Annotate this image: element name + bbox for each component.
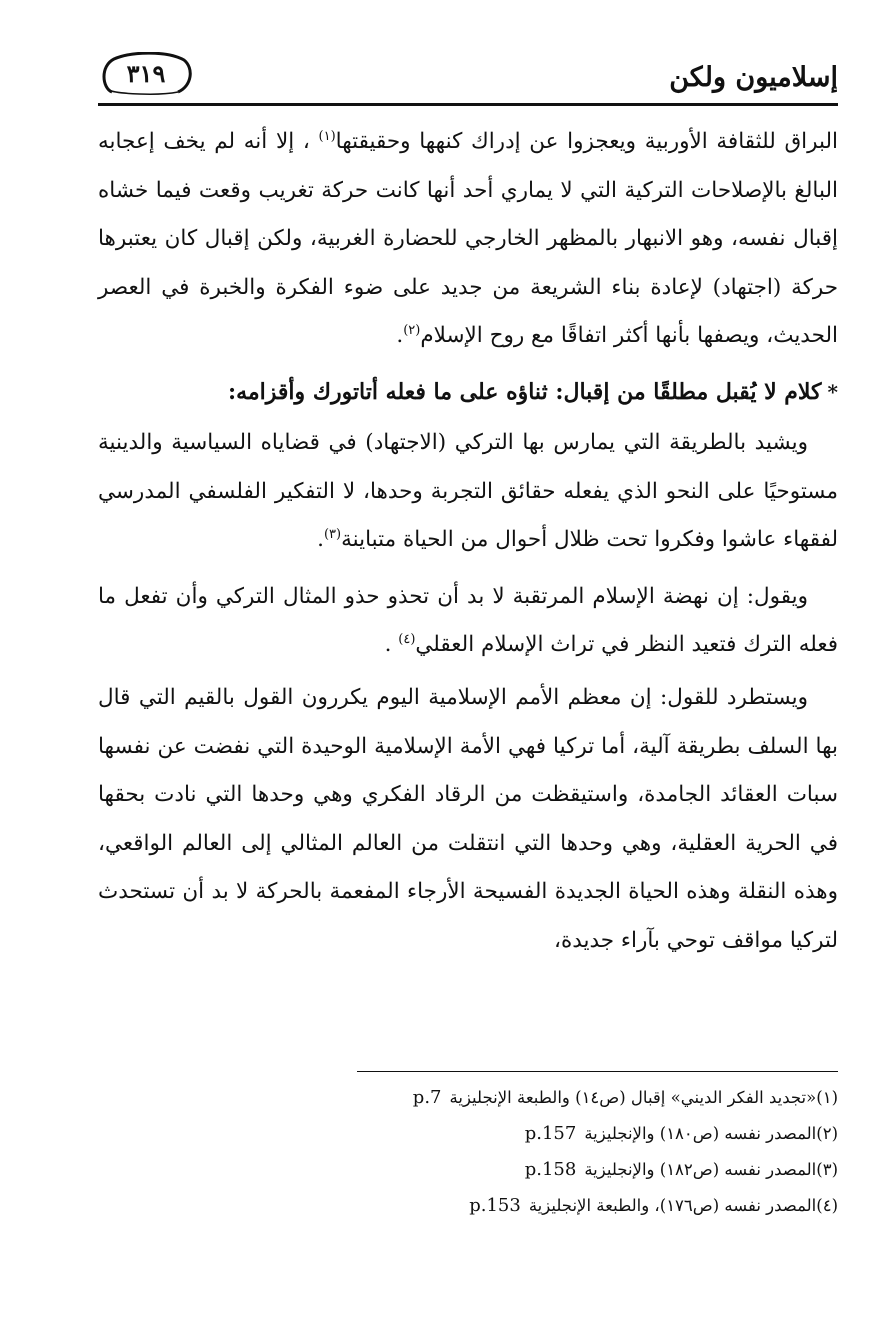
paragraph-2 <box>98 419 838 565</box>
paragraph-4-text: ويستطرد للقول: إن معظم الأمم الإسلامية اليوم يكررون القول بالقيم التي قال بها السلف بطريقة آلية، أما تركيا فهي الأمة الإسلامية الوحيدة التي نفضت عن نفسها سبات العقائد الجامدة، واستيقظت من الرقاد الفكري وهي وحدها التي نادت بحقها في الحرية العقلية، وهي وحدها التي انتقلت من العالم المثالي إلى العالم الواقعي، وهذه النقلة وهذه الحياة الجديدة الفسيحة الأرجاء المفعمة بالحركة لا بد أن تستحدث لتركيا مواقف توحي بآراء جديدة، <box>98 684 838 953</box>
footnotes <box>98 1080 838 1224</box>
footnote-number: (١) <box>816 1088 838 1107</box>
running-title: إسلاميون ولكن <box>669 62 838 93</box>
paragraph-2-text: ويشيد بالطريقة التي يمارس بها التركي (الاجتهاد) في قضاياه السياسية والدينية مستوحيًا على النحو الذي يفعله حقائق التجربة وحدها، لا التفكير الفلسفي المدرسي لفقهاء عاشوا وفكروا تحت ظلال أحوال من الحياة متباينة <box>98 429 838 553</box>
main-text <box>98 118 838 966</box>
footnote-2 <box>98 1116 838 1152</box>
asterisk-icon: * <box>827 379 838 404</box>
running-header <box>98 58 838 102</box>
paragraph-4 <box>98 674 838 966</box>
footnote-number: (٢) <box>816 1124 838 1143</box>
paragraph-3-tail: . <box>384 632 399 658</box>
paragraph-3-text: ويقول: إن نهضة الإسلام المرتقبة لا بد أن تحذو حذو المثال التركي وأن تفعل ما فعله الترك فتعيد النظر في تراث الإسلام العقلي <box>98 583 838 658</box>
footnote-text: المصدر نفسه (ص١٨٢) والإنجليزية <box>584 1160 817 1179</box>
paragraph-1-text-c: . <box>396 323 404 349</box>
page-number-frame <box>98 52 194 96</box>
footnote-3 <box>98 1152 838 1188</box>
paragraph-1-text-b: ، إلا أنه لم يخف إعجابه البالغ بالإصلاحات التركية التي لا يماري أحد أنها كانت حركة تغريب وقعت فيما خشاه إقبال نفسه، وهو الانبهار بالمظهر الخارجي للحضارة الغربية، ولكن إقبال كان يعتبرها حركة (اجتهاد) لإعادة بناء الشريعة من جديد على ضوء الفكرة والخبرة في العصر الحديث، ويصفها بأنها أكثر اتفاقًا مع روح الإسلام <box>98 129 838 349</box>
footnote-ref-4: (٤) <box>398 632 416 648</box>
header-divider <box>98 103 838 106</box>
footnote-1 <box>98 1080 838 1116</box>
footnote-page-ref: p.158 <box>524 1159 577 1180</box>
footnote-number: (٤) <box>816 1196 838 1215</box>
footnote-text: «تجديد الفكر الديني» إقبال (ص١٤) والطبعة الإنجليزية <box>449 1088 817 1107</box>
footnote-ref-2: (٢) <box>403 323 421 339</box>
paragraph-1-text-a: البراق للثقافة الأوربية ويعجزوا عن إدراك كنهها وحقيقتها <box>335 129 838 154</box>
footnote-page-ref: p.157 <box>524 1123 577 1144</box>
page-number: ٣١٩ <box>126 59 166 88</box>
footnote-text: المصدر نفسه (ص١٨٠) والإنجليزية <box>584 1124 817 1143</box>
section-heading <box>98 369 838 415</box>
footnote-number: (٣) <box>816 1160 838 1179</box>
footnote-text: المصدر نفسه (ص١٧٦)، والطبعة الإنجليزية <box>528 1196 817 1215</box>
section-heading-text: كلام لا يُقبل مطلقًا من إقبال: ثناؤه على ما فعله أتاتورك وأقزامه: <box>227 378 822 405</box>
paragraph-3 <box>98 573 838 670</box>
footnote-page-ref: p.7 <box>412 1087 442 1108</box>
footnote-ref-3: (٣) <box>323 527 342 542</box>
footnote-4 <box>98 1188 838 1224</box>
paragraph-2-tail: . <box>317 527 324 553</box>
footnote-page-ref: p.153 <box>469 1195 521 1216</box>
footnote-divider <box>357 1071 838 1072</box>
footnote-ref-1: (١) <box>318 128 336 144</box>
paragraph-1 <box>98 118 838 361</box>
